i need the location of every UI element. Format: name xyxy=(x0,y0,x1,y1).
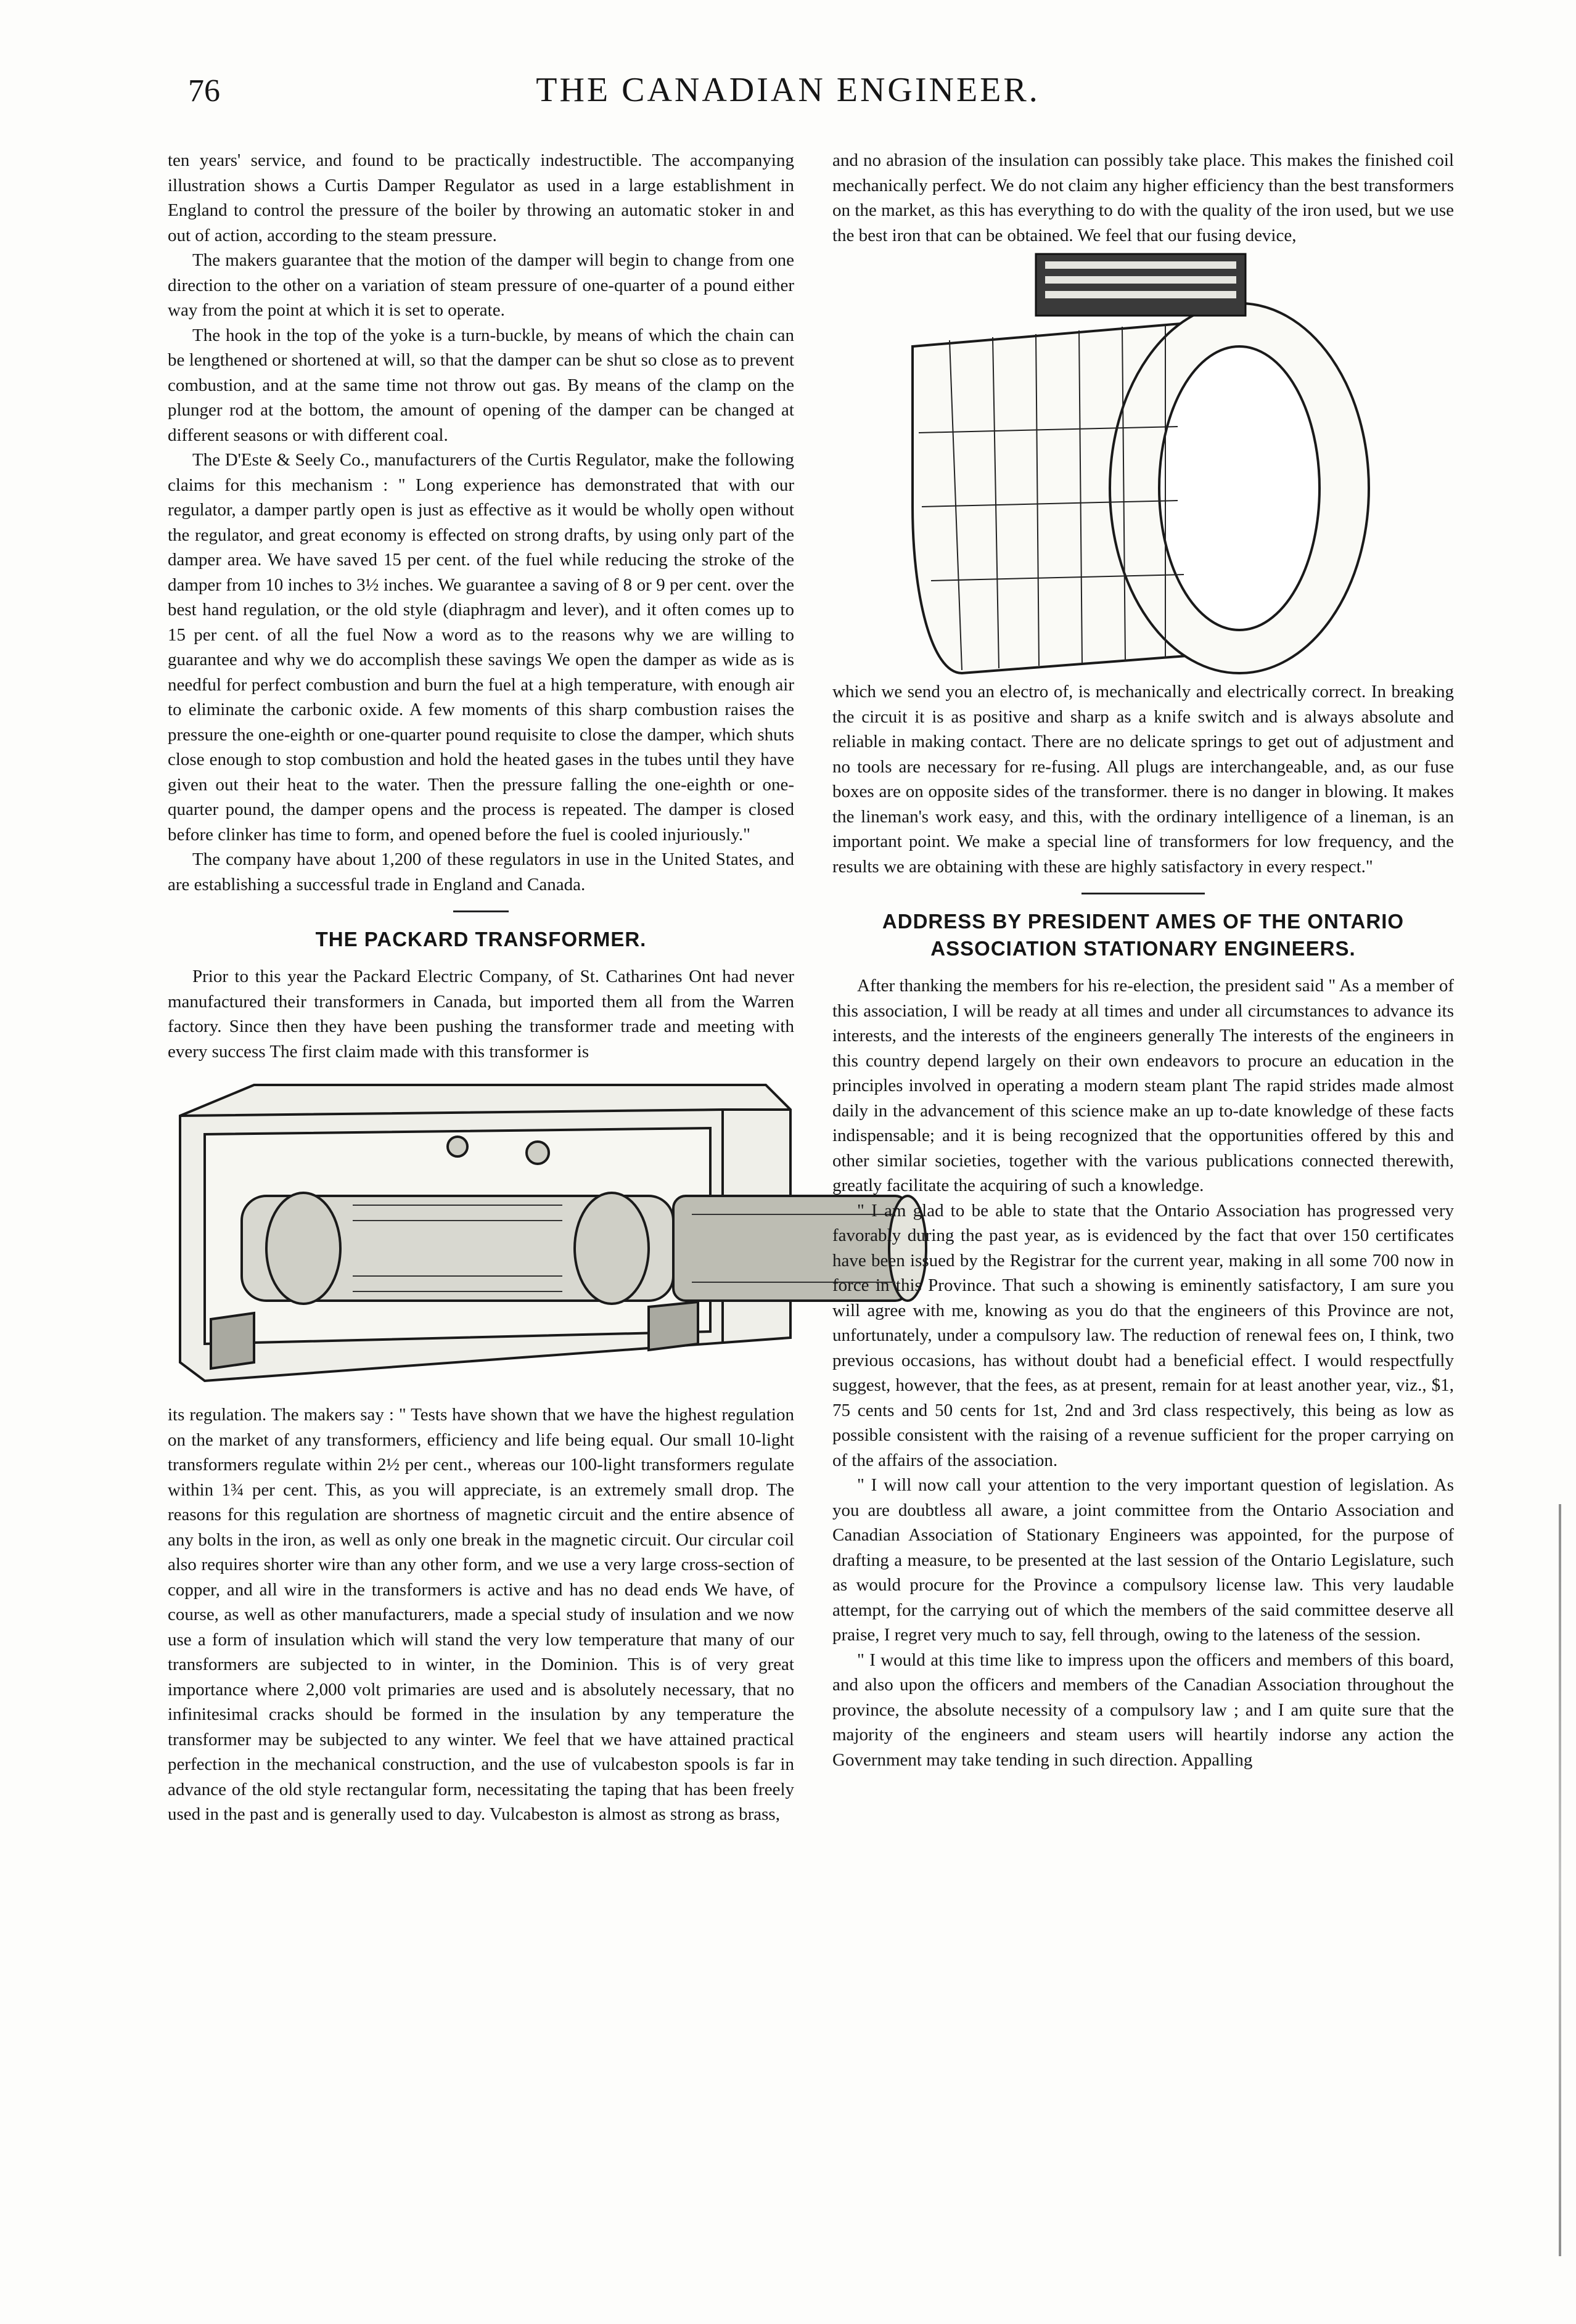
paragraph: Prior to this year the Packard Electric Company, of St. Catharines Ont had never manufactured their transformers in Canada, but imported them all from the Warren factory. Since then they have been pushing the transformer trade and meeting with every success The first claim made with this transformer is xyxy=(168,967,794,1062)
section-heading: THE PACKARD TRANSFORMER. xyxy=(315,928,647,951)
paragraph: its regulation. The makers say : " Tests have shown that we have the highest regulation on the market of any transformers, efficiency and life being equal. Our small 10-light transformers regulate within 2½ per cent., whereas our 100-light transformers regulate within 1¾ per cent. This, as you will appreciate, is an extremely small drop. The reasons for this regulation are shortness of magnetic circuit and the entire absence of any bolts in the iron, as well as only one break in the magnetic circuit. Our circular coil also requires shorter wire than any other form, and we use a very large cross-section of copper, and all wire in the transformers is active and has no dead ends We have, of course, as well as other manufacturers, made a special study of insulation and we now use a form of insulation which will stand the very low temperature that many of our transformers are subjected to in winter, in the Dominion. This is of very great importance where 2,000 volt primaries are used and is absolutely necessary, that no infinitesimal cracks should be formed in the insulation by any temperature the transformer may be subjected to any winter. We feel that we have attained practical perfection in the mechanical construction, and the use of vulcabeston spools is far in advance of the old style rectangular form, necessitating the taping that has been freely used in the past and is generally used to day. Vulcabeston is almost as strong as brass, xyxy=(168,1405,794,1824)
divider xyxy=(1081,893,1205,894)
paragraph: The hook in the top of the yoke is a turn-buckle, by means of which the chain can be lengthened or shortened at will, so that the damper can be shut so close as to prevent combustion, and at the same time not throw out gas. By means of the clamp on the plunger rod at the bottom, the amount of opening of the damper can be changed at different seasons or with different coal. xyxy=(168,325,794,445)
page-number: 76 xyxy=(188,73,220,108)
paragraph: which we send you an electro of, is mechanically and electrically correct. In breaking the circuit it is as positive and sharp as a knife switch and is always absolute and reliable in making contact. There are no delicate springs to get out of adjustment and no tools are necessary for re-fusing. All plugs are interchangeable, and, as our fuse boxes are on opposite sides of the transformer. there is no danger in blowing. It makes the lineman's work easy, and this, with the ordinary intelligence of a lineman, is an important point. We make a special line of transformers for low frequency, and the results we are obtaining with these are highly satisfactory in every respect." xyxy=(832,682,1454,877)
scan-scratch xyxy=(1559,1504,1561,2256)
paragraph: ten years' service, and found to be practically indestructible. The accompanying illustration shows a Curtis Damper Regulator as used in a large establishment in England to control the pressure of the boiler by throwing an automatic stoker in and out of action, according to the steam pressure. xyxy=(168,150,794,245)
paragraph: The company have about 1,200 of these regulators in use in the United States, and are establishing a successful trade in England and Canada. xyxy=(168,849,794,894)
paragraph: and no abrasion of the insulation can possibly take place. This makes the finished coil mechanically perfect. We do not claim any higher efficiency than the best transformers on the market, as this has everything to do with the quality of the iron used, but we use the best iron that can be obtained. We feel that our fusing device, xyxy=(832,150,1454,245)
divider xyxy=(453,910,509,912)
paragraph: The makers guarantee that the motion of the damper will begin to change from one direction to the other on a variation of steam pressure of one-quarter of a pound either way from the point at which it is set to operate. xyxy=(168,250,794,320)
left-column xyxy=(168,148,794,1827)
transformer-box-illustration xyxy=(168,1073,938,1396)
right-column xyxy=(832,148,1454,1772)
paragraph: " I would at this time like to impress upon the officers and members of this board, and also upon the officers and members of the Canadian Association throughout the province, the absolute necessity of a compulsory law ; and I am quite sure that the majority of the engineers and steam users will heartily indorse any action the Government may take tending in such direction. Appalling xyxy=(832,1650,1454,1770)
page-title: THE CANADIAN ENGINEER. xyxy=(536,71,1040,109)
paragraph: " I will now call your attention to the very important question of legislation. As you are doubtless all aware, a joint committee from the Ontario Association and Canadian Association of Stationary Engineers was appointed, for the purpose of drafting a measure, to be presented at the last session of the Ontario Legislature, such as would procure for the Province a compulsory license law. This very laudable attempt, for the carrying out of which the members of the said committee deserve all praise, I regret very much to say, fell through, owing to the lateness of the session. xyxy=(832,1475,1454,1645)
paragraph: After thanking the members for his re-election, the president said " As a member of this association, I will be ready at all times and under all circumstances to advance its interests, and the interests of the engineers generally The interests of the engineers in this country depend largely on their own endeavors to procure an education in the principles involved in operating a modern steam plant The rapid strides made almost daily in the advancement of this science make an up to-date knowledge of these facts indispensable; and it is being recognized that the opportunities offered by this and other similar societies, together with the various publications connected therewith, greatly facilitate the acquiring of such a knowledge. xyxy=(832,976,1454,1195)
section-heading: ADDRESS BY PRESIDENT AMES OF THE ONTARIO ASSOCIATION STATIONARY ENGINEERS. xyxy=(882,910,1405,960)
paragraph: The D'Este & Seely Co., manufacturers of the Curtis Regulator, make the following claims for this mechanism : " Long experience has demonstrated that with our regulator, a damper partly open is just as effective as it would be wholly open without the regulator, and great economy is effected on strong drafts, by using only part of the damper area. We have saved 15 per cent. of the fuel while reducing the stroke of the damper from 10 inches to 3½ inches. We guarantee a saving of 8 or 9 per cent. over the best hand regulation, or the old style (diaphragm and lever), and it often comes up to 15 per cent. of all the fuel Now a word as to the reasons why we are willing to guarantee and why we do accomplish these savings We open the damper as wide as is needful for perfect combustion and burn the fuel at a high temperature, with enough air to eliminate the carbonic oxide. A few moments of this sharp combustion raises the pressure the one-eighth or one-quarter pound requisite to close the damper, which shuts close enough to stop combustion and hold the heated gases in the tubes until they have given out their heat to the water. Then the pressure falling the one-eighth or one-quarter pound, the damper opens and the process is repeated. The damper is closed before clinker has time to form, and opened before the fuel is cooled injuriously." xyxy=(168,450,794,845)
paragraph: " I am glad to be able to state that the Ontario Association has progressed very favorably during the past year, as is evidenced by the fact that over 150 certificates have been issued by the Registrar for the current year, making in all some 700 now in force in this Province. That such a showing is eminently satisfactory, I am sure you will agree with me, knowing as you do that the engineers of this Province are not, unfortunately, under a compulsory law. The reduction of renewal fees on, I think, two previous occasions, has without doubt had a beneficial effect. I would respectfully suggest, however, that the fees, as at present, remain for at least another year, viz., $1, 75 cents and 50 cents for 1st, 2nd and 3rd class respectively, this being as low as possible consistent with the raising of a revenue sufficient for the proper carrying on of the affairs of the association. xyxy=(832,1200,1454,1470)
circular-coil-illustration xyxy=(832,248,1454,679)
